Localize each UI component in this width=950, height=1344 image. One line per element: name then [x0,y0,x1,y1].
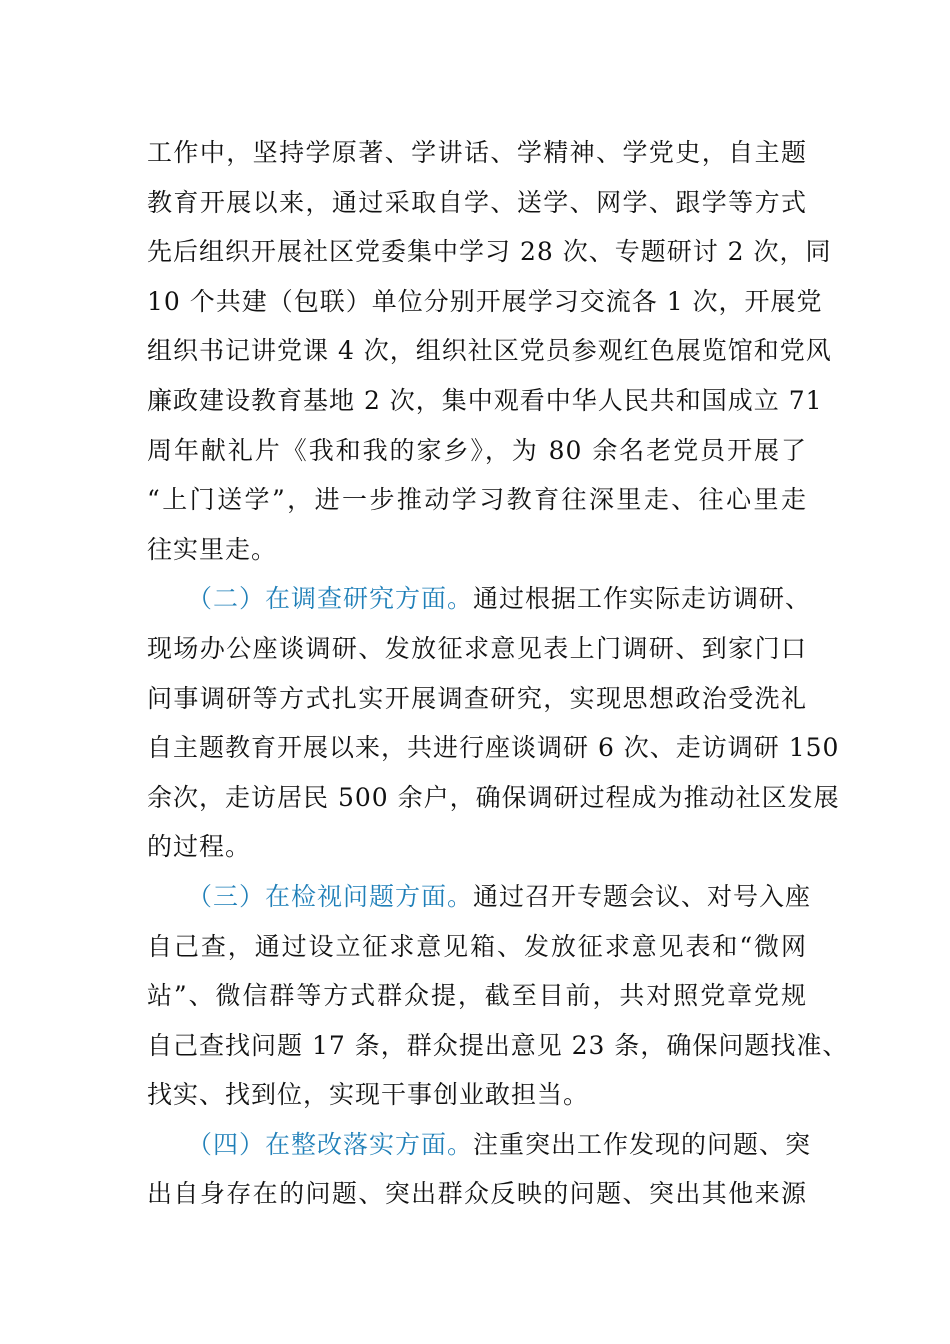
text-line: 教育开展以来，通过采取自学、送学、网学、跟学等方式 [147,187,807,217]
text-line: 站”、微信群等方式群众提，截至目前，共对照党章党规 [147,981,807,1011]
text-line: 先后组织开展社区党委集中学习 28 次、专题研讨 2 次，同 [147,237,832,267]
section-heading-line [147,574,812,624]
text-line: 自己查找问题 17 条，群众提出意见 23 条，确保问题找准、 [147,1030,849,1060]
section-text: 注重突出工作发现的问题、突 [473,1129,812,1159]
text-line: 周年献礼片《我和我的家乡》，为 80 余名老党员开展了 [147,435,807,465]
section-heading: （三）在检视问题方面。 [187,881,474,911]
text-line: 往实里走。 [147,534,278,564]
section-heading: （四）在整改落实方面。 [187,1129,474,1159]
text-line: 出自身存在的问题、突出群众反映的问题、突出其他来源 [147,1179,807,1209]
text-line: 组织书记讲党课 4 次，组织社区党员参观红色展览馆和党风 [147,336,832,366]
text-line: 现场办公座谈调研、发放征求意见表上门调研、到家门口 [147,633,807,663]
text-line: 的过程。 [147,832,252,862]
text-line: 余次，走访居民 500 余户，确保调研过程成为推动社区发展 [147,782,840,812]
text-line: 廉政建设教育基地 2 次，集中观看中华人民共和国成立 71 [147,385,823,415]
text-line: “上门送学”，进一步推动学习教育往深里走、往心里走 [147,485,807,515]
text-line: 10 个共建（包联）单位分别开展学习交流各 1 次，开展党 [147,286,823,316]
section-heading-line [147,1120,812,1170]
text-line: 找实、找到位，实现干事创业敢担当。 [147,1080,590,1110]
section-text: 通过根据工作实际走访调研、 [473,584,812,614]
text-line: 自己查，通过设立征求意见箱、发放征求意见表和“微网 [147,931,807,961]
body-text [147,128,849,1219]
text-line: 自主题教育开展以来，共进行座谈调研 6 次、走访调研 150 [147,733,840,763]
section-text: 通过召开专题会议、对号入座 [473,881,812,911]
text-line: 工作中，坚持学原著、学讲话、学精神、学党史，自主题 [147,138,807,167]
section-heading: （二）在调查研究方面。 [187,584,474,614]
text-line: 问事调研等方式扎实开展调查研究，实现思想政治受洗礼 [147,683,807,713]
section-heading-line [147,872,812,922]
